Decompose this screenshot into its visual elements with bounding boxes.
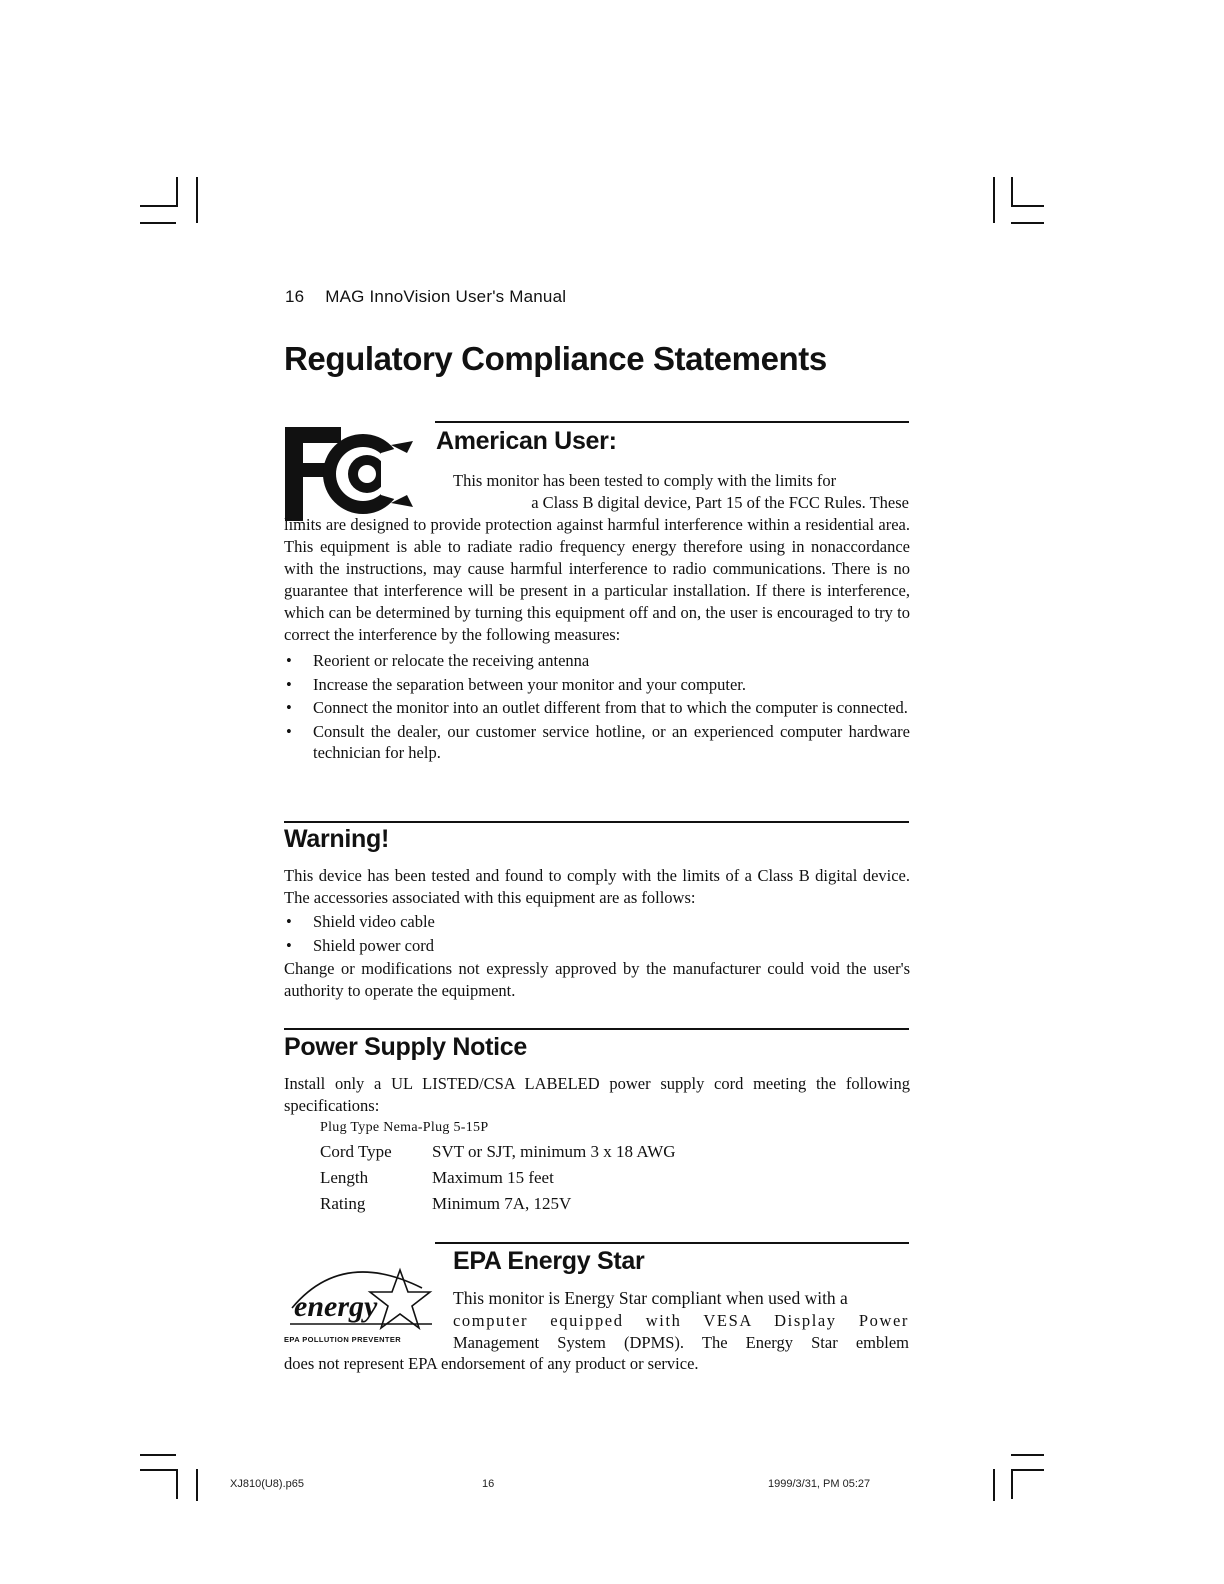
- energy-star-heading: EPA Energy Star: [453, 1247, 645, 1275]
- spec-label: Cord Type: [320, 1142, 392, 1161]
- american-intro-line: a Class B digital device, Part 15 of the FCC Rules. These: [531, 493, 909, 512]
- manual-title: MAG InnoVision User's Manual: [325, 287, 567, 306]
- crop-mark: [176, 1469, 178, 1499]
- section-rule: [435, 1242, 909, 1244]
- section-rule: [435, 421, 909, 423]
- warning-body: [284, 865, 910, 1002]
- crop-mark: [196, 1469, 198, 1501]
- american-intro-line: This monitor has been tested to comply with the limits for: [453, 471, 837, 490]
- energy-line: does not represent EPA endorsement of any product or service.: [284, 1354, 699, 1373]
- page-title: Regulatory Compliance Statements: [284, 340, 827, 377]
- crop-mark: [1011, 1469, 1013, 1499]
- crop-mark: [140, 205, 176, 207]
- logo-caption: EPA POLLUTION PREVENTER: [284, 1335, 402, 1344]
- power-supply-heading: Power Supply Notice: [284, 1033, 527, 1061]
- running-head: [285, 287, 566, 307]
- footer-file: XJ810(U8).p65: [230, 1478, 304, 1490]
- crop-mark: [993, 177, 995, 223]
- crop-mark: [140, 222, 176, 224]
- section-rule: [284, 1028, 909, 1030]
- energy-line: Management System (DPMS). The Energy Star emblem: [453, 1333, 909, 1352]
- footer-timestamp: 1999/3/31, PM 05:27: [768, 1478, 871, 1490]
- crop-mark: [1011, 222, 1044, 224]
- crop-mark: [1011, 177, 1013, 207]
- logo-wordmark: energy: [294, 1290, 378, 1323]
- crop-mark: [1011, 1469, 1044, 1471]
- energy-line: computer equipped with VESA Display Power: [453, 1311, 909, 1330]
- warning-text: This device has been tested and found to comply with the limits of a Class B digital device. The accessories associated with this equipment are as follows:: [284, 866, 910, 907]
- power-supply-text: Install only a UL LISTED/CSA LABELED power supply cord meeting the following specifications:: [284, 1074, 910, 1115]
- crop-mark: [1011, 205, 1044, 207]
- list-item: • Consult the dealer, our customer service hotline, or an experienced computer hardware technician for help.: [284, 721, 910, 764]
- spec-value: SVT or SJT, minimum 3 x 18 AWG: [432, 1142, 676, 1161]
- warning-heading: Warning!: [284, 825, 389, 853]
- spec-label: Length: [320, 1168, 369, 1187]
- american-user-heading: American User:: [436, 427, 617, 455]
- warning-closing: Change or modifications not expressly approved by the manufacturer could void the user's authority to operate the equipment.: [284, 959, 910, 1000]
- page-number: 16: [285, 287, 305, 306]
- list-item: • Reorient or relocate the receiving antenna: [284, 650, 910, 672]
- spec-value: Maximum 15 feet: [432, 1168, 554, 1187]
- energy-line: This monitor is Energy Star compliant when used with a: [453, 1288, 848, 1308]
- list-item: • Shield power cord: [284, 935, 910, 957]
- crop-mark: [1011, 1454, 1044, 1456]
- list-item: • Increase the separation between your monitor and your computer.: [284, 674, 910, 696]
- crop-mark: [140, 1454, 176, 1456]
- crop-mark: [196, 177, 198, 223]
- crop-mark: [176, 177, 178, 207]
- energy-star-logo-icon: [282, 1248, 442, 1348]
- spec-value: Minimum 7A, 125V: [432, 1194, 572, 1213]
- accessories-list: [284, 911, 910, 956]
- measures-list: [284, 650, 910, 764]
- list-item: • Shield video cable: [284, 911, 910, 933]
- section-rule: [284, 821, 909, 823]
- crop-mark: [993, 1469, 995, 1501]
- american-body-text: limits are designed to provide protection against harmful interference within a residential area. This equipment is able to radiate radio frequency energy therefore using in nonaccordance with the instructions, may cause harmful interference to radio communications. There is no guarantee that interference will be present in a particular installation. If there is interference, which can be determined by turning this equipment off and on, the user is encouraged to try to correct the interference by the following measures:: [284, 515, 910, 644]
- american-body: [284, 514, 910, 766]
- spec-label: Rating: [320, 1194, 366, 1213]
- crop-mark: [140, 1469, 176, 1471]
- footer-page: 16: [482, 1478, 495, 1490]
- list-item: • Connect the monitor into an outlet different from that to which the computer is connected.: [284, 697, 910, 719]
- plug-type-line: Plug Type Nema-Plug 5-15P: [320, 1120, 489, 1135]
- fcc-logo-icon: [283, 423, 423, 525]
